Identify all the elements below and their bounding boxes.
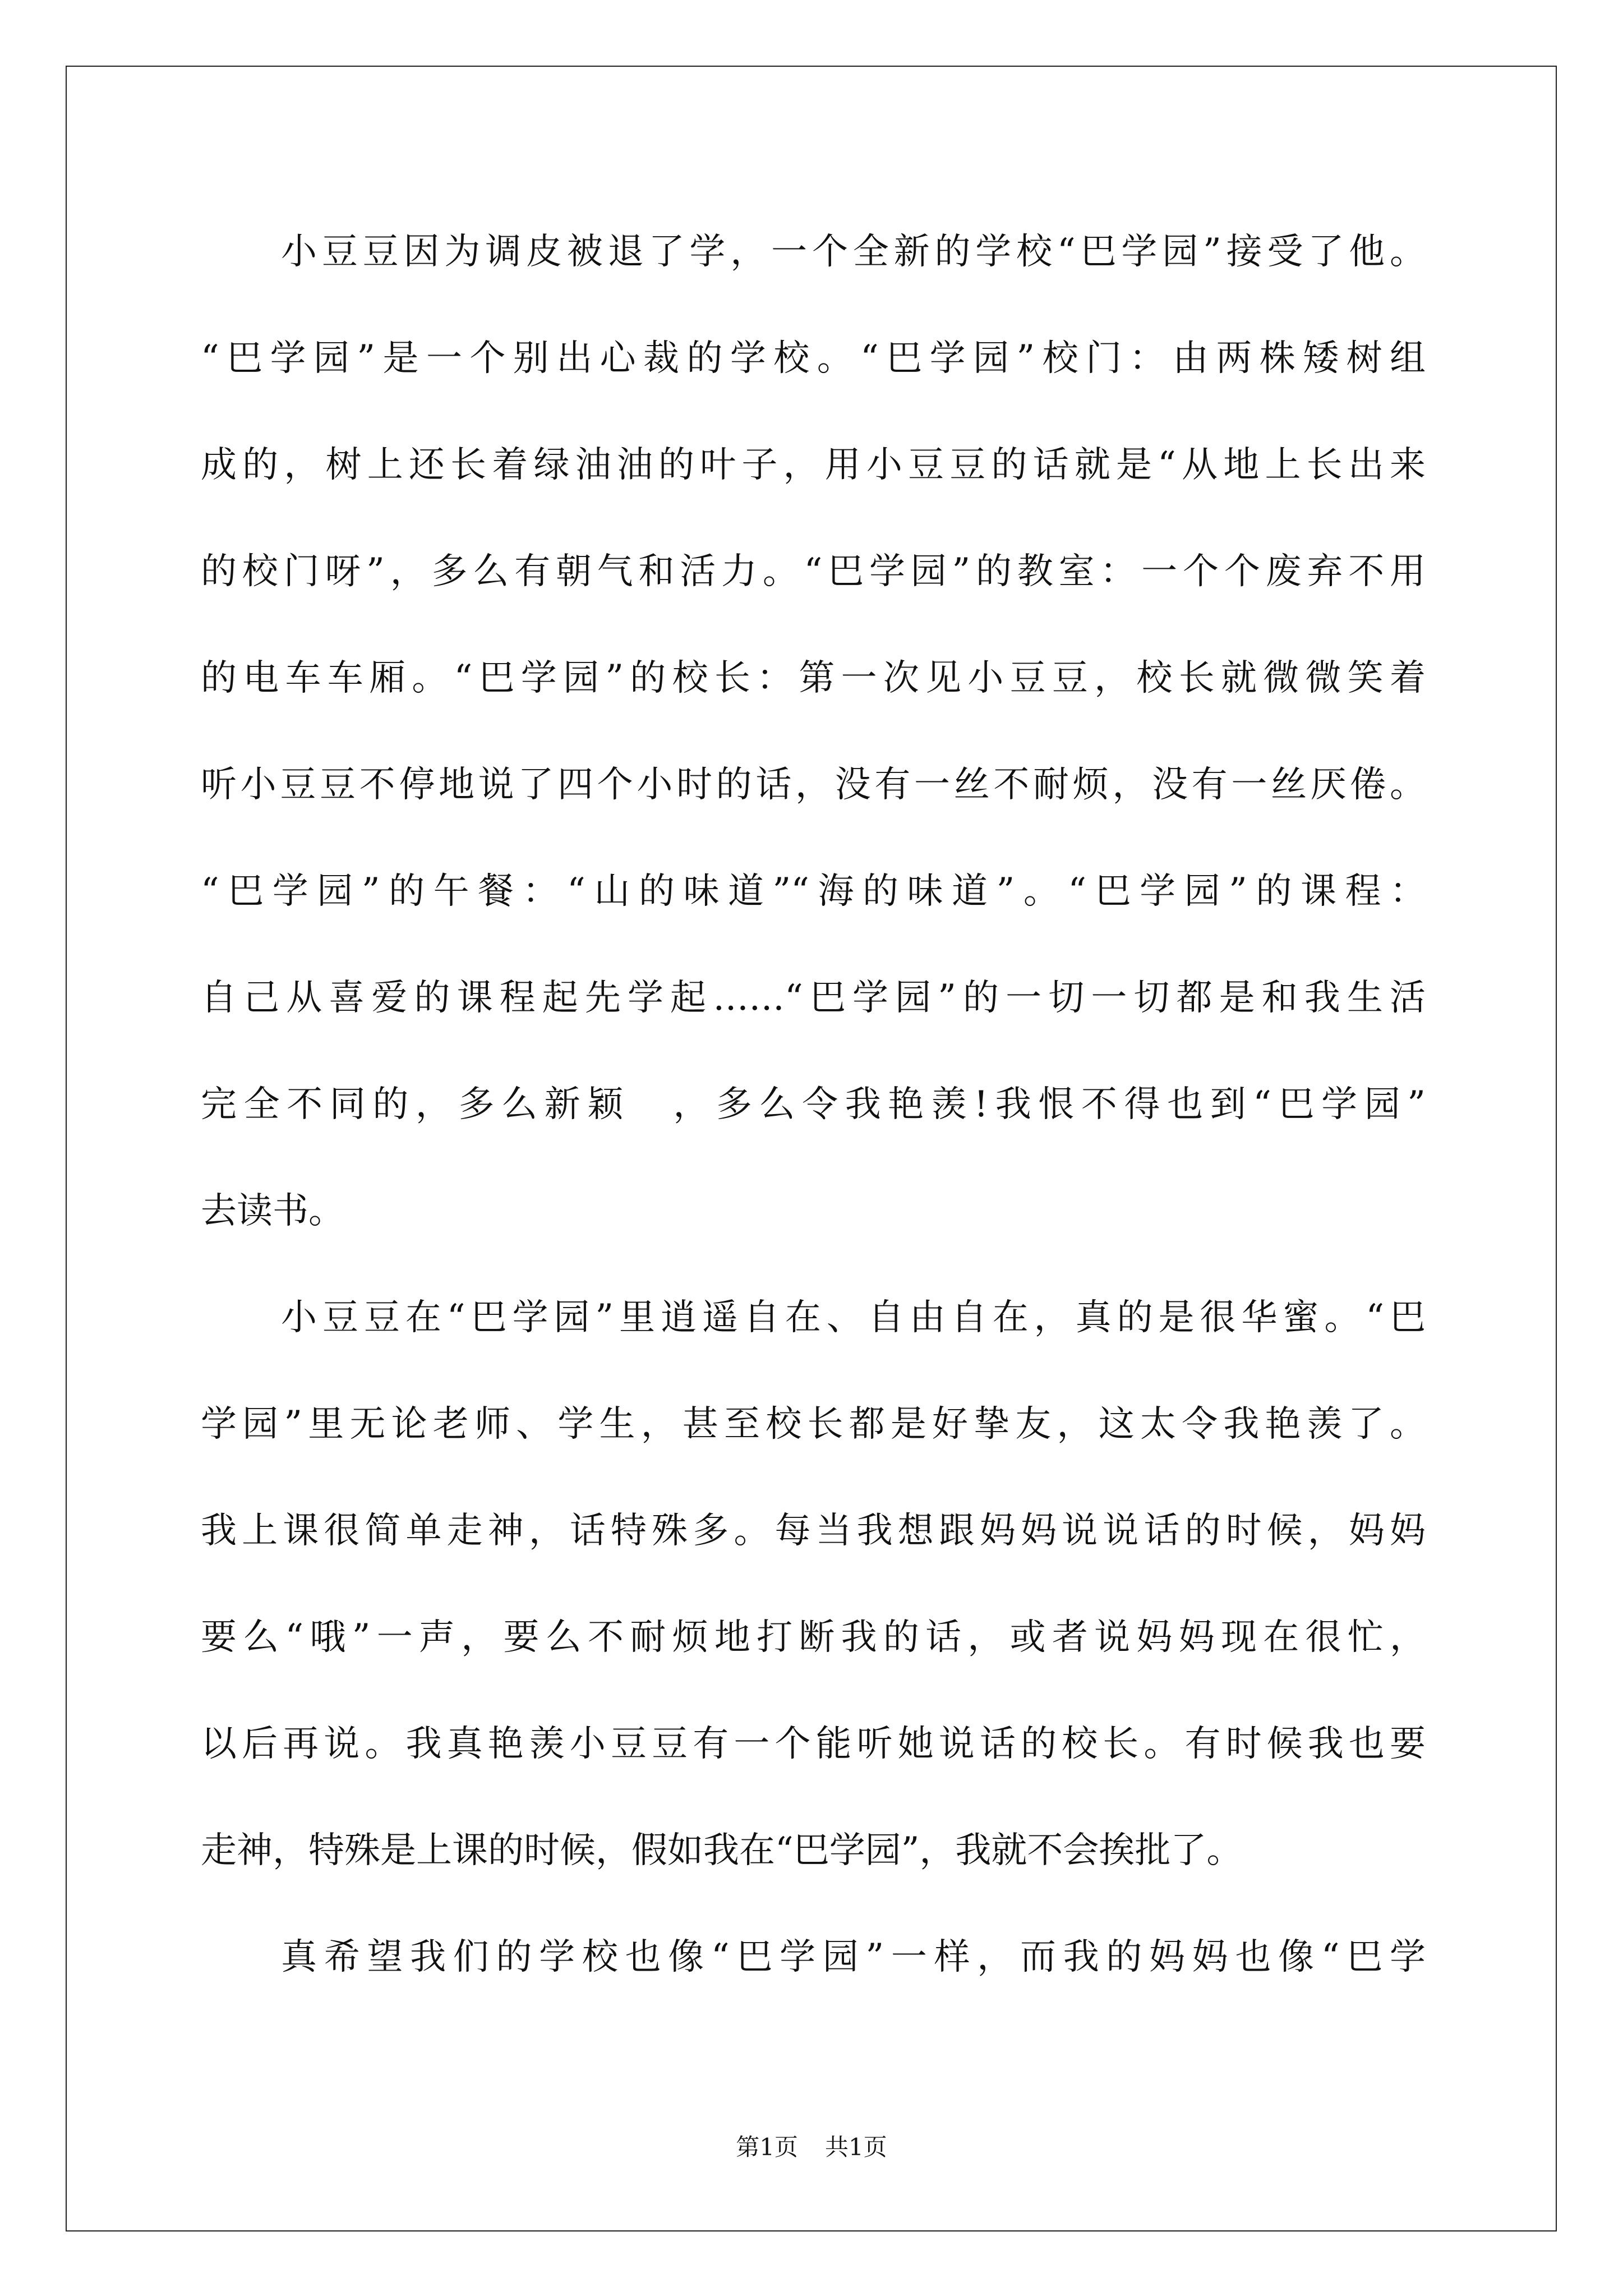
paragraph-3	[201, 1904, 1426, 2010]
text-line: 以后再说。我真艳羡小豆豆有一个能听她说话的校长。有时候我也要	[201, 1723, 1426, 1765]
text-line: 成的，树上还长着绿油油的叶子，用小豆豆的话就是“从地上长出来	[201, 444, 1426, 486]
page-total: 共1页	[825, 2133, 887, 2161]
text-line: 走神，特殊是上课的时候，假如我在“巴学园”，我就不会挨批了。	[201, 1830, 1243, 1871]
text-line: 学园”里无论老师、学生，甚至校长都是好挚友，这太令我艳羡了。	[201, 1404, 1426, 1445]
text-line: 要么“哦”一声，要么不耐烦地打断我的话，或者说妈妈现在很忙，	[201, 1617, 1426, 1658]
text-line: 我上课很简单走神，话特殊多。每当我想跟妈妈说说话的时候，妈妈	[201, 1510, 1426, 1552]
page-number: 第1页	[736, 2133, 798, 2161]
text-line: “巴学园”是一个别出心裁的学校。“巴学园”校门：由两株矮树组	[201, 338, 1426, 379]
text-line: 去读书。	[201, 1190, 344, 1232]
text-line: 真希望我们的学校也像“巴学园”一样，而我的妈妈也像“巴学	[281, 1936, 1426, 1978]
document-body	[201, 199, 1426, 2010]
text-line: 小豆豆因为调皮被退了学，一个全新的学校“巴学园”接受了他。	[281, 231, 1426, 273]
page-footer	[0, 2132, 1623, 2163]
paragraph-1	[201, 199, 1426, 1264]
text-line: 的电车车厢。“巴学园”的校长：第一次见小豆豆，校长就微微笑着	[201, 657, 1426, 699]
text-line: 小豆豆在“巴学园”里逍遥自在、自由自在，真的是很华蜜。“巴	[281, 1297, 1426, 1338]
text-line: 自己从喜爱的课程起先学起……“巴学园”的一切一切都是和我生活	[201, 977, 1426, 1019]
text-line: “巴学园”的午餐：“山的味道”“海的味道”。“巴学园”的课程：	[201, 871, 1426, 912]
paragraph-2	[201, 1264, 1426, 1904]
text-line: 的校门呀”，多么有朝气和活力。“巴学园”的教室：一个个废弃不用	[201, 551, 1426, 592]
text-line: 完全不同的，多么新颖 ，多么令我艳羡!我恨不得也到“巴学园”	[201, 1084, 1426, 1125]
text-line: 听小豆豆不停地说了四个小时的话，没有一丝不耐烦，没有一丝厌倦。	[201, 764, 1426, 806]
